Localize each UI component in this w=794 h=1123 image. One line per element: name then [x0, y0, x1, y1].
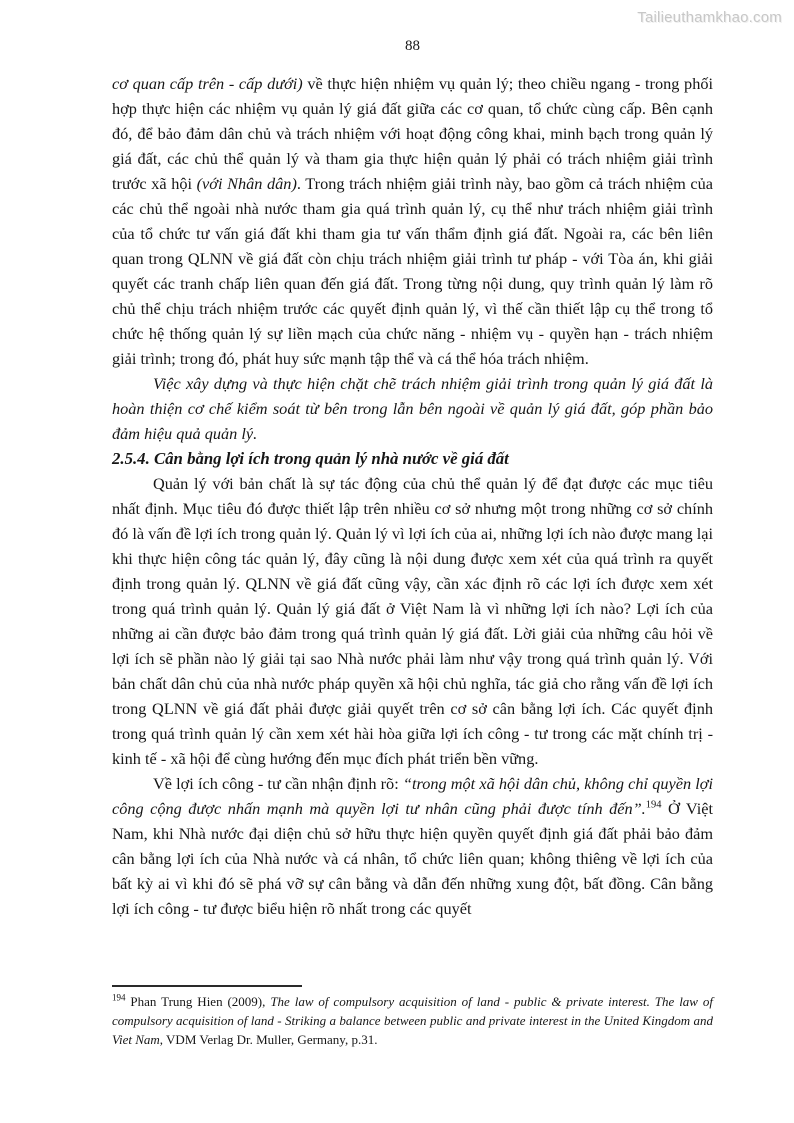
footnote-run: , VDM Verlag Dr. Muller, Germany, p.31.: [159, 1032, 378, 1047]
paragraph-run: Ở Việt Nam, khi Nhà nước đại diện chủ sở hữu thực hiện quyền quyết định giá đất phải bảo đảm cân bằng lợi ích của Nhà nước và cá nhân, tổ chức liên quan; không thiêng về lợi ích của bất kỳ ai vì khi đó sẽ phá vỡ sự cân bằng và dẫn đến những xung đột, bất đồng. Cân bằng lợi ích công - tư được biểu hiện rõ nhất trong các quyết: [112, 799, 713, 918]
footnote-marker: 194: [112, 992, 126, 1003]
footnote-run: Phan Trung Hien (2009),: [125, 994, 271, 1009]
paragraph-public-private: [112, 771, 713, 921]
footnote-area: [112, 985, 713, 1049]
footnote-title-italic: The law of compulsory acquisition of land - public & private interest. The law of compulsory acquisition of land - Striking a balance between public and private interest in the United Kingdom and Viet Nam: [112, 994, 714, 1047]
paragraph-run: Về lợi ích công - tư cần nhận định rõ:: [153, 774, 403, 793]
page-number: 88: [405, 38, 420, 54]
paragraph-run: . Trong trách nhiệm giải trình này, bao gồm cả trách nhiệm của các chủ thể ngoài nhà nước tham gia quá trình quản lý, cụ thể như trách nhiệm giải trình của tổ chức tư vấn giá đất khi tham gia tư vấn thẩm định giá đất. Ngoài ra, các bên liên quan trong QLNN về giá đất còn chịu trách nhiệm giải trình tư pháp - với Tòa án, khi giải quyết các tranh chấp liên quan đến giá đất. Trong từng nội dung, quy trình quản lý làm rõ chủ thể chịu trách nhiệm trước các quyết định quản lý, vì thế cần thiết lập cụ thể trong tổ chức hệ thống quản lý sự liền mạch của chức năng - nhiệm vụ - quyền hạn - trách nhiệm giải trình; trong đó, phát huy sức mạnh tập thể và cá thể hóa trách nhiệm.: [112, 174, 713, 368]
footnote-reference: 194: [645, 799, 662, 811]
paragraph-interest-balance: Quản lý với bản chất là sự tác động của chủ thể quản lý để đạt được các mục tiêu nhất định. Mục tiêu đó được thiết lập trên nhiều cơ sở nhưng một trong những cơ sở chính đó là vấn đề lợi ích trong quản lý. Quản lý vì lợi ích của ai, những lợi ích nào được mang lại khi thực hiện công tác quản lý, đây cũng là nội dung được xem xét của quá trình ra quyết định trong quản lý. QLNN về giá đất cũng vậy, cần xác định rõ các lợi ích được xem xét trong quá trình quản lý. Quản lý giá đất ở Việt Nam là vì những lợi ích nào? Lợi ích của những ai cần được bảo đảm trong quá trình quản lý giá đất. Lời giải của những câu hỏi về lợi ích sẽ phần nào lý giải tại sao Nhà nước phải làm như vậy trong quá trình quản lý. Với bản chất dân chủ của nhà nước pháp quyền xã hội chủ nghĩa, tác giả cho rằng vấn đề lợi ích trong QLNN về giá đất phải được giải quyết trên cơ sở cân bằng lợi ích. Các quyết định trong quá trình quản lý cần xem xét hài hòa giữa lợi ích công - tư trong các mặt chính trị - kinh tế - xã hội để cùng hướng đến mục đích phát triển bền vững.: [112, 474, 713, 768]
site-watermark: Tailieuthamkhao.com: [637, 9, 782, 26]
body-text: [112, 71, 713, 921]
footnote: [112, 992, 713, 1049]
paragraph-run-italic: (với Nhân dân): [196, 174, 297, 193]
footnote-separator: [112, 985, 302, 987]
paragraph-run: về thực hiện nhiệm vụ quản lý; theo chiều ngang - trong phối hợp thực hiện các nhiệm vụ quản lý giá đất giữa các cơ quan, tổ chức cùng cấp. Bên cạnh đó, để bảo đảm dân chủ và trách nhiệm với hoạt động công khai, minh bạch trong quản lý giá đất, các chủ thể quản lý và tham gia thực hiện quản lý phải có trách nhiệm giải trình trước xã hội: [112, 74, 713, 193]
paragraph-accountability: [112, 71, 713, 371]
paragraph-quote-italic: “trong một xã hội dân chủ, không chỉ quyền lợi công cộng được nhấn mạnh mà quyền lợi tư nhân cũng phải được tính đến”.: [112, 774, 713, 818]
paragraph-conclusion-italic: Việc xây dựng và thực hiện chặt chẽ trách nhiệm giải trình trong quản lý giá đất là hoàn thiện cơ chế kiểm soát từ bên trong lẫn bên ngoài về quản lý giá đất, góp phần bảo đảm hiệu quả quản lý.: [112, 374, 713, 443]
paragraph-run-italic: cơ quan cấp trên - cấp dưới): [112, 74, 303, 93]
section-heading: 2.5.4. Cân bằng lợi ích trong quản lý nhà nước về giá đất: [112, 449, 509, 468]
